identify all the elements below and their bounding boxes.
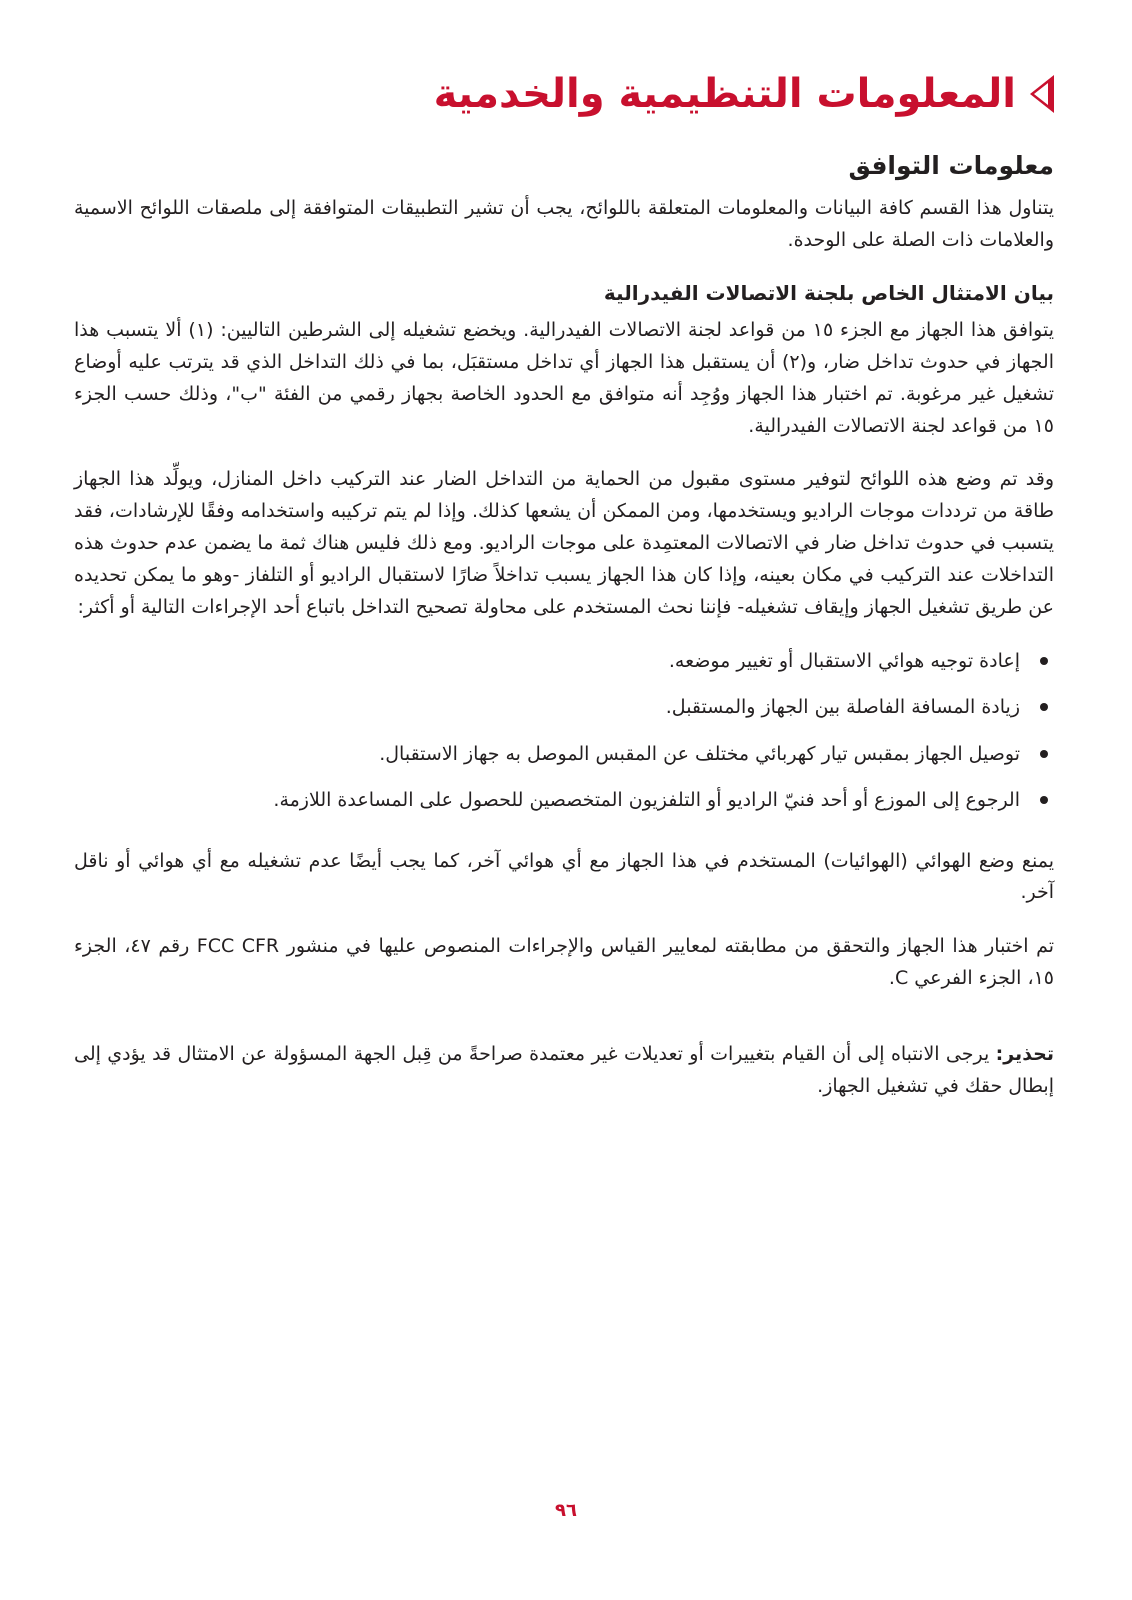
fcc-paragraph-1: يتوافق هذا الجهاز مع الجزء ١٥ من قواعد لجنة الاتصالات الفيدرالية. ويخضع تشغيله إلى الشرطين التاليين: (١) ألا يتسبب هذا الجهاز في حدوث تداخل ضار، و(٢) أن يستقبل هذا الجهاز أي تداخل مستقبَل، بما في ذلك التداخل الذي قد يترتب عليه أوضاع تشغيل غير مرغوبة. تم اختبار هذا الجهاز ووُجِد أنه متوافق مع الحدود الخاصة بجهاز رقمي من الفئة "ب"، وذلك حسب الجزء ١٥ من قواعد لجنة الاتصالات الفيدرالية. (74, 318, 1055, 437)
list-item (74, 785, 1054, 815)
chevron-left-icon (1030, 75, 1054, 113)
page-number: ٩٦ (555, 1500, 577, 1521)
list-item (74, 739, 1054, 769)
fcc-statement-heading: بيان الامتثال الخاص بلجنة الاتصالات الفيدرالية (603, 280, 1054, 305)
testing-paragraph: تم اختبار هذا الجهاز والتحقق من مطابقته لمعايير القياس والإجراءات المنصوص عليها في منشور FCC CFR رقم ٤٧، الجزء ١٥، الجزء الفرعي C. (74, 935, 1055, 990)
page-title-text: المعلومات التنظيمية والخدمية (433, 71, 1016, 117)
warning-label: تحذير: (995, 1043, 1054, 1066)
antenna-paragraph: يمنع وضع الهوائي (الهوائيات) المستخدم في هذا الجهاز مع أي هوائي آخر، كما يجب أيضًا عدم تشغيله مع أي هوائي أو ناقل آخر. (74, 849, 1054, 904)
interference-measures-list (74, 646, 1054, 816)
list-item-text: توصيل الجهاز بمقبس تيار كهربائي مختلف عن المقبس الموصل به جهاز الاستقبال. (379, 742, 1020, 765)
list-item (74, 692, 1054, 722)
bullet-icon (1040, 750, 1048, 758)
list-item-text: الرجوع إلى الموزع أو أحد فنيّ الراديو أو التلفزيون المتخصصين للحصول على المساعدة اللازمة. (273, 789, 1020, 812)
fcc-paragraph-2: وقد تم وضع هذه اللوائح لتوفير مستوى مقبول من الحماية من التداخل الضار عند التركيب داخل المنازل، ويولِّد هذا الجهاز طاقة من ترددات موجات الراديو ويستخدمها، ومن الممكن أن يشعها كذلك. وإذا لم يتم تركيبه واستخدامه وفقًا للإرشادات، فقد يتسبب في حدوث تداخل ضار في الاتصالات المعتمِدة على موجات الراديو. ومع ذلك فليس هناك ثمة ما يضمن عدم حدوث هذه التداخلات عند التركيب في مكان بعينه، وإذا كان هذا الجهاز يسبب تداخلاً ضارًا لاستقبال الراديو أو التلفاز -وهو ما يمكن تحديده عن طريق تشغيل الجهاز وإيقاف تشغيله- فإننا نحث المستخدم على محاولة تصحيح التداخل باتباع أحد الإجراءات التالية أو أكثر: (74, 468, 1054, 619)
section-spacer (74, 1017, 1054, 1039)
list-item-text: زيادة المسافة الفاصلة بين الجهاز والمستقبل. (665, 696, 1020, 719)
bullet-icon (1040, 657, 1048, 665)
page-content (74, 70, 1054, 1125)
compliance-intro: يتناول هذا القسم كافة البيانات والمعلومات المتعلقة باللوائح، يجب أن تشير التطبيقات المتوافقة إلى ملصقات اللوائح الاسمية والعلامات ذات الصلة على الوحدة. (74, 197, 1054, 251)
page-title (74, 70, 1054, 118)
warning-paragraph (74, 1039, 1054, 1103)
bullet-icon (1040, 703, 1048, 711)
list-item (74, 646, 1054, 676)
bullet-icon (1040, 796, 1048, 804)
warning-text: يرجى الانتباه إلى أن القيام بتغييرات أو تعديلات غير معتمدة صراحةً من قِبل الجهة المسؤولة عن الامتثال قد يؤدي إلى إبطال حقك في تشغيل الجهاز. (74, 1043, 1054, 1098)
compliance-heading: معلومات التوافق (848, 151, 1054, 180)
list-item-text: إعادة توجيه هوائي الاستقبال أو تغيير موضعه. (668, 649, 1020, 672)
